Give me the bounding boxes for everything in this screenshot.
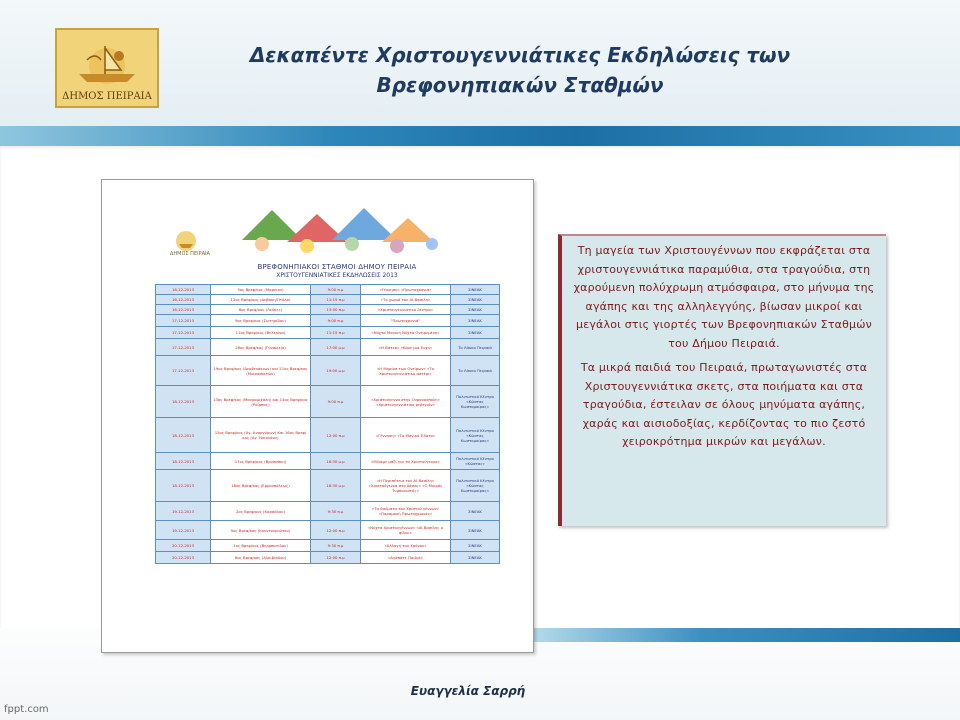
table-cell: ΣΙΝΕΑΚ bbox=[451, 502, 500, 521]
table-cell: 17-12-2013 bbox=[156, 339, 211, 356]
table-cell: 19:00 μ.μ bbox=[311, 356, 361, 386]
table-cell: ΣΙΝΕΑΚ bbox=[451, 305, 500, 315]
table-cell: «Η Βάτερ» «Κάνε μια Ευχή» bbox=[361, 339, 451, 356]
table-row bbox=[156, 356, 500, 386]
table-cell: 2ος Βρεφ/κος (Καραόλου) bbox=[211, 502, 311, 521]
table-cell: 17-12-2013 bbox=[156, 315, 211, 327]
table-cell: 9:00 π.μ bbox=[311, 386, 361, 418]
table-cell: 16-12-2013 bbox=[156, 305, 211, 315]
table-cell: 12:00 π.μ bbox=[311, 418, 361, 453]
document-logo-icon bbox=[174, 230, 198, 252]
table-cell: 11:15 π.μ bbox=[311, 327, 361, 339]
table-cell: «Το χωριό του Αϊ Βασίλη» bbox=[361, 295, 451, 305]
table-cell: «Γέννηση» «Πρωτοχρονιά» bbox=[361, 285, 451, 295]
table-cell: «Η Περιπέτεια του Αϊ Βασίλη» «Χριστούγεννα στο δάσος» «Ο Μικρός Τυμπανιστής» bbox=[361, 470, 451, 502]
table-row bbox=[156, 470, 500, 502]
table-cell: 11:15 π.μ bbox=[311, 295, 361, 305]
table-cell: 1ος Βρεφ/κος (Βερμπατίδου) bbox=[211, 540, 311, 552]
table-cell: 18-12-2013 bbox=[156, 386, 211, 418]
document-header-illustration bbox=[102, 200, 533, 260]
header-stripe bbox=[0, 126, 960, 146]
logo-text: ΔΗΜΟΣ ΠΕΙΡΑΙΑ bbox=[62, 91, 152, 102]
table-cell: 17-12-2013 bbox=[156, 327, 211, 339]
table-row bbox=[156, 540, 500, 552]
table-cell: 16:30 μ.μ bbox=[311, 453, 361, 470]
table-cell: «Αλλαγή του Χρόνου» bbox=[361, 540, 451, 552]
table-cell: 8ος Βρεφ/κος (Λεύκες) bbox=[211, 305, 311, 315]
document-subtitle: ΧΡΙΣΤΟΥΓΕΝΝΙΑΤΙΚΕΣ ΕΚΔΗΛΩΣΕΙΣ 2013 bbox=[276, 272, 398, 279]
table-cell: 6ος Βρεφ/κος (Αλκιβιάδου) bbox=[211, 552, 311, 564]
table-cell: Το Λάκκο Πειραιά bbox=[451, 339, 500, 356]
table-cell: 18ος Βρεφ/κος (Ερμουπόλεως) bbox=[211, 470, 311, 502]
table-cell: "Πρωτοχρονιά" bbox=[361, 315, 451, 327]
table-row bbox=[156, 386, 500, 418]
table-cell: 12:00 π.μ bbox=[311, 521, 361, 540]
table-cell: 19-12-2013 bbox=[156, 521, 211, 540]
table-row bbox=[156, 315, 500, 327]
table-cell: «Νύχτα Μαγική Νύχτα Ονειρεμένη» bbox=[361, 327, 451, 339]
table-cell: 18-12-2013 bbox=[156, 453, 211, 470]
table-cell: Πολιτιστικό Κέντρο «Κώστας Κωστομοίρας» bbox=[451, 470, 500, 502]
title-line-1: Δεκαπέντε Χριστουγεννιάτικες Εκδηλώσεις των bbox=[249, 43, 791, 67]
table-cell: Πολιτιστικό Κέντρο «Κώστας» bbox=[451, 453, 500, 470]
table-cell: 16-12-2013 bbox=[156, 285, 211, 295]
document-title: ΒΡΕΦΟΝΗΠΙΑΚΟΙ ΣΤΑΘΜΟΙ ΔΗΜΟΥ ΠΕΙΡΑΙΑ bbox=[257, 263, 417, 271]
table-cell: Πολιτιστικό Κέντρο «Κώστας Κωστομοίρας» bbox=[451, 386, 500, 418]
table-cell: 17-12-2013 bbox=[156, 356, 211, 386]
table-cell: ΣΙΝΕΑΚ bbox=[451, 540, 500, 552]
ship-emblem-icon bbox=[57, 30, 157, 92]
table-cell: «Χριστούγεννα στην Ουρανούπολη» «Χριστουγεννιάτικο ρεβεγιόν» bbox=[361, 386, 451, 418]
table-cell: «Η Μηρίνα των Ονείρων» «Το Χριστουγεννιάτικο αστέρι» bbox=[361, 356, 451, 386]
table-cell: 11ος Βρεφ/κος (Βελερίνα) bbox=[211, 327, 311, 339]
table-cell: 12ος Βρεφ/κος (Δεβάκη/Πτόλο) bbox=[211, 295, 311, 305]
table-cell: Πολιτιστικό Κέντρο «Κώστας Κωστομοίρας» bbox=[451, 418, 500, 453]
table-cell: «Νύχτα Χριστουγέννων» «Αϊ Βασίλης ο φίλος» bbox=[361, 521, 451, 540]
table-cell: 28ος Βρεφ/κος (Γυναικείο) bbox=[211, 339, 311, 356]
schedule-table bbox=[155, 284, 500, 564]
table-cell: «Μιλάμε μαζί για τα Χριστούγεννα» bbox=[361, 453, 451, 470]
table-cell: 20-12-2013 bbox=[156, 552, 211, 564]
table-cell: ΣΙΝΕΑΚ bbox=[451, 552, 500, 564]
table-cell: 9:00 π.μ bbox=[311, 285, 361, 295]
table-row bbox=[156, 285, 500, 295]
footer-stripe bbox=[530, 628, 960, 642]
municipality-logo bbox=[55, 28, 159, 108]
author-name: Ευαγγελία Σαρρή bbox=[410, 684, 526, 698]
table-cell: 13ος Βρεφ/κος (Μαυρομιχάλη) και 14ος Βρεφ/κος (Ροΐμπας) bbox=[211, 386, 311, 418]
table-row bbox=[156, 552, 500, 564]
table-cell: 20-12-2013 bbox=[156, 540, 211, 552]
table-cell: 18-12-2013 bbox=[156, 418, 211, 453]
table-cell: 9:30 π.μ bbox=[311, 502, 361, 521]
table-row bbox=[156, 305, 500, 315]
table-cell: ΣΙΝΕΑΚ bbox=[451, 521, 500, 540]
table-cell: ΣΙΝΕΑΚ bbox=[451, 285, 500, 295]
slide-title bbox=[170, 40, 870, 100]
table-row bbox=[156, 418, 500, 453]
table-row bbox=[156, 502, 500, 521]
table-cell: 19-12-2013 bbox=[156, 502, 211, 521]
info-paragraph-1: Τη μαγεία των Χριστουγέννων που εκφράζεται στα χριστουγεννιάτικα παραμύθια, στα τραγούδια, στη χαρούμενη πολύχρωμη ατμόσφαιρα, στο μήνυμα της αγάπης και της αλληλεγγύης, βίωσαν μικροί και μεγάλοι στις γιορτές των Βρεφονηπιακών Σταθμών του Δήμου Πειραιά. bbox=[573, 244, 875, 350]
table-cell: 16-12-2013 bbox=[156, 295, 211, 305]
table-cell: 15ος Βρεφ/κος (Αγ. Αναργύρων) Και 16ος Βρεφ/κος (Αγ. Νικολάου) bbox=[211, 418, 311, 453]
table-cell: 9:30 π.μ bbox=[311, 540, 361, 552]
table-cell: 9ος Βρεφ/κος (Σωτηρίδου) bbox=[211, 315, 311, 327]
table-cell: «Αγάπατε Παιδιά» bbox=[361, 552, 451, 564]
table-row bbox=[156, 521, 500, 540]
table-row bbox=[156, 453, 500, 470]
table-cell: «Γέννηση» «Το Μαγικό Έλατο» bbox=[361, 418, 451, 453]
table-row bbox=[156, 339, 500, 356]
table-cell: «Χριστουγεννιάτικο δέντρο» bbox=[361, 305, 451, 315]
table-cell: ΣΙΝΕΑΚ bbox=[451, 327, 500, 339]
info-text-box bbox=[558, 234, 886, 526]
table-cell: 3ος Βρεφ/κος (Μαρκίου) bbox=[211, 285, 311, 295]
table-cell: 9:00 π.μ bbox=[311, 315, 361, 327]
table-cell: 18-12-2013 bbox=[156, 470, 211, 502]
table-cell: 17:00 μ.μ bbox=[311, 339, 361, 356]
table-row bbox=[156, 295, 500, 305]
footer-watermark: fppt.com bbox=[4, 704, 49, 715]
table-cell: Το Λάκκο Πειραιά bbox=[451, 356, 500, 386]
title-line-2: Βρεφονηπιακών Σταθμών bbox=[376, 73, 664, 97]
info-paragraph-2: Τα μικρά παιδιά του Πειραιά, πρωταγωνιστές στα Χριστουγεννιάτικα σκετς, στα ποιήματα και στα τραγούδια, έστειλαν σε όλους μηνύματα αγάπης, χαράς και αισιοδοξίας, κερδίζοντας το πιο ζεστό χειροκρότημα μικρών και μεγάλων. bbox=[580, 361, 868, 448]
table-cell: 13:00 π.μ bbox=[311, 305, 361, 315]
table-cell: 19ος Βρεφ/κος (Δερβενάκιων) και 21ος Βρεφ/κος (Μικρασιατών) bbox=[211, 356, 311, 386]
table-cell: ΣΙΝΕΑΚ bbox=[451, 315, 500, 327]
document-logo-text: ΔΗΜΟΣ ΠΕΙΡΑΙΑ bbox=[170, 251, 210, 257]
table-cell: ΣΙΝΕΑΚ bbox=[451, 295, 500, 305]
table-cell: «Τα θαύματα του Χριστού γέννων» «Παραμονή Πρωτοχρονιάς» bbox=[361, 502, 451, 521]
table-cell: 12:00 π.μ bbox=[311, 552, 361, 564]
table-cell: 5ος Βρεφ/κος (Κουντουριώτου) bbox=[211, 521, 311, 540]
table-cell: 18:30 μ.μ bbox=[311, 470, 361, 502]
table-row bbox=[156, 327, 500, 339]
table-cell: 17ος Βρεφ/κος (Βρυσσάκη) bbox=[211, 453, 311, 470]
schedule-document-image bbox=[101, 179, 534, 653]
